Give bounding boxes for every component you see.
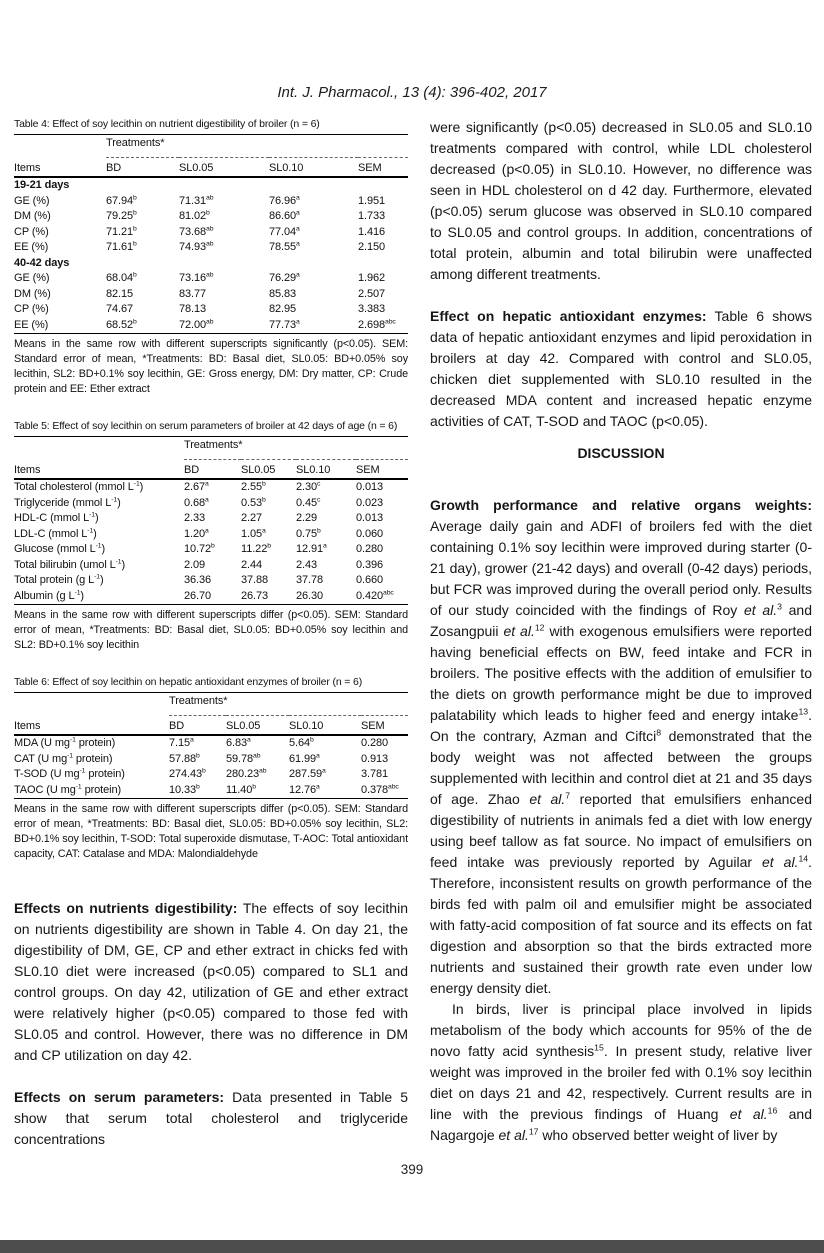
table-cell: 0.013 [356,481,384,493]
table-cell: 7.15$^a$ [169,736,194,749]
journal-header: Int. J. Pharmacol., 13 (4): 396-402, 2017 [277,84,547,101]
table-cell: 287.59$^a$ [289,767,326,780]
bottom-bar [0,1240,824,1253]
table-cell: T-SOD (U $mg^{-1}$ protein) [14,767,125,780]
column-header: BD [106,158,179,178]
table-cell: 61.99$^a$ [289,751,320,765]
column-header: SL0.10 [296,460,356,480]
table-row [14,573,408,589]
table-cell: 0.53$^b$ [241,495,266,509]
table-cell: 0.013 [356,512,384,524]
table-row [14,479,408,496]
table-cell: HDL-C (mmol $L^{-1}$) [14,511,99,524]
column-header-row [14,460,408,480]
table5-footnote: Means in the same row with different superscripts differ (p<0.05). SEM: Standard error of mean, *Treatments: BD: Basal diet, SL0.05: BD+0.05% soy lecithin and SL2: BD+0.1% soy lecithin [14,609,408,651]
table4-footnote: Means in the same row with different superscripts significantly (p<0.05). SEM: Standard error of mean, *Treatments: BD: Basal diet, SL0.05: BD+0.05% soy lecithin, SL2: BD+0.1% soy lecithin, GE: Gross energy, DM: Dry matter, CP: Crude protein and EE: Ether extract [14,338,408,395]
table-cell: 73.16$^{ab}$ [179,271,214,284]
page-number: 399 [400,1162,424,1177]
table-cell: 2.27 [241,512,263,524]
table6 [14,692,408,799]
table-cell: 2.150 [358,241,386,253]
table-cell: 1.962 [358,272,386,284]
column-header: Items [14,716,169,736]
table-cell: MDA (U $mg^{-1}$ protein) [14,736,116,749]
table-row [14,302,408,318]
table-cell: 72.00$^{ab}$ [179,317,214,331]
table-cell: 36.36 [184,574,212,586]
table-cell: 0.280 [361,737,389,749]
table-cell: GE (%) [14,272,50,284]
table-cell: 76.96$^a$ [269,193,300,207]
table-cell: 12.76$^a$ [289,782,320,796]
table-row [14,735,408,752]
left-column [14,117,408,1150]
table-cell: 73.68$^{ab}$ [179,224,214,238]
table-cell: 81.02$^b$ [179,209,210,222]
table-cell: 0.913 [361,752,389,765]
table-cell: 6.83$^a$ [226,736,251,749]
table-cell: 83.77 [179,287,207,300]
table4-block [14,117,408,397]
table-cell: 2.44 [241,558,263,571]
table-cell: 71.21$^b$ [106,224,137,238]
column-header: SEM [358,158,408,178]
table-cell: 2.33 [184,512,206,524]
table-cell: CP (%) [14,225,49,238]
table-cell: 2.55$^b$ [241,480,266,493]
table-cell: 71.31$^{ab}$ [179,193,214,207]
table5-block [14,419,408,653]
table-cell: 10.33$^b$ [169,782,200,796]
column-header: SL0.10 [269,158,358,178]
table-cell: 1.20$^a$ [184,526,209,540]
section-label: 19-21 days [14,179,70,191]
table-cell: 5.64$^b$ [289,736,314,749]
table-cell: 2.507 [358,287,386,300]
table-cell: Glucose (mmol $L^{-1}$) [14,542,106,555]
table-cell: 274.43$^b$ [169,767,206,780]
table-cell: 12.91$^a$ [296,542,327,555]
table-cell: EE (%) [14,241,49,253]
table-cell: 0.280 [356,543,384,555]
table-cell: 3.383 [358,303,386,315]
table-cell: 26.73 [241,589,269,602]
section-row [14,256,408,272]
table-cell: 2.43 [296,558,318,571]
table-row [14,767,408,783]
table-cell: 2.30$^c$ [296,480,321,493]
table-cell: 57.88$^b$ [169,751,200,765]
table-cell: 280.23$^{ab}$ [226,767,267,780]
table-cell: DM (%) [14,210,51,222]
table-cell: 77.73$^a$ [269,317,300,331]
table-cell: 67.94$^b$ [106,193,137,207]
column-header: SEM [361,716,408,736]
table-cell: 59.78$^{ab}$ [226,751,261,765]
table-cell: 0.68$^a$ [184,495,209,509]
table-cell: 1.05$^a$ [241,526,266,540]
table5 [14,436,408,605]
table-cell: 26.30 [296,589,324,602]
section-label: 40-42 days [14,256,70,269]
table-cell: 82.95 [269,303,297,315]
table-row [14,240,408,256]
table-cell: 78.13 [179,303,207,315]
table-row [14,752,408,768]
table-cell: 2.698$^{abc}$ [358,317,396,331]
table-cell: 79.25$^b$ [106,209,137,222]
table-cell: 0.023 [356,496,384,509]
table-cell: 11.40$^b$ [226,782,256,796]
table-cell: 0.75$^b$ [296,526,321,540]
paragraph-growth-performance: Growth performance and relative organs weights: Average daily gain and ADFI of broilers fed with the diet containing 0.1% soy lecithin were improved during starter (0-21 day), grower (21-42 days) and overall (0-42 days) periods, but FCR was improved during the overall period only. Results of our study coincided with the findings of Roy et al.$^3$ and Zosangpuii et al.$^{12}$ with exogenous emulsifiers were reported having beneficial effects on BW, feed intake and FCR in broilers. The positive effects with the addition of emulsifier to the diets on growth performance might be due to improved palatability which leads to higher feed and energy intake$^{13}$. On the contrary, Azman and Ciftci$^8$ demonstrated that the body weight was not affected between the groups supplemented with lecithin and control diet at 21 and 35 days of age. Zhao et al.$^7$ reported that emulsifiers enhanced digestibility of nutrients in animals fed a diet with low energy using beef tallow as fat source. No impact of emulsifiers on feed intake was previously reported by Aguilar et al.$^{14}$. Therefore, inconsistent results on growth performance of the birds fed with palm oil and emulsifier might be associated with fatty-acid composition of fat source and its effects on fat digestion and absorption so that the birds extracted more nutrients and sustained their growth rate even under low energy density diet. [430,497,812,996]
table-cell: Triglyceride (mmol $L^{-1}$) [14,495,121,509]
table-cell: 2.09 [184,558,206,571]
table-row [14,318,408,334]
table-row [14,194,408,210]
table-cell: 2.29 [296,512,318,524]
table-cell: 68.04$^b$ [106,271,137,284]
column-header: BD [184,460,241,480]
table4 [14,134,408,334]
table-cell: 11.22$^b$ [241,542,271,555]
table-cell: 85.83 [269,287,297,300]
table-cell: 0.45$^c$ [296,495,321,509]
treatments-row [14,135,408,158]
column-header: SEM [356,460,408,480]
table-cell: Total bilirubin (umol $L^{-1}$) [14,557,126,571]
column-header-row [14,158,408,178]
table-cell: CAT (U $mg^{-1}$ protein) [14,751,113,765]
table-cell: 71.61$^b$ [106,240,137,253]
discussion-heading: DISCUSSION [577,445,665,461]
column-header: BD [169,716,226,736]
table-cell: 82.15 [106,287,134,300]
table-cell: 76.29$^a$ [269,271,300,284]
table-cell: 0.420$^{abc}$ [356,588,394,602]
table-cell: 26.70 [184,589,212,602]
section-row [14,177,408,194]
table-row [14,783,408,799]
table-cell: 3.781 [361,768,389,780]
treatments-row [14,437,408,460]
table-cell: Total protein (g $L^{-1}$) [14,573,104,586]
paragraph-liver-metabolism: In birds, liver is principal place involved in lipids metabolism of the body which accounts for 95% of the de novo fatty acid synthesis$^{15}$. In present study, relative liver weight was improved in the broiler fed with 0.1% soy lecithin diet on days 21 and 42, respectively. Current results are in line with the previous findings of Huang et al.$^{16}$ and Nagargoje et al.$^{17}$ who observed better weight of liver by [430,1001,813,1143]
table-cell: CP (%) [14,303,49,315]
table-cell: EE (%) [14,318,49,331]
table-row [14,271,408,287]
table-cell: LDL-C (mmol $L^{-1}$) [14,526,97,540]
column-header: Items [14,460,184,480]
table-cell: Total cholesterol (mmol $L^{-1}$) [14,480,144,493]
paragraph-serum-continuation: were significantly (p<0.05) decreased in SL0.05 and SL0.10 treatments compared with control, while LDL cholesterol decreased (p<0.05) in SL0.10. However, no difference was seen in HDL cholesterol on d 42 day. Furthermore, elevated (p<0.05) serum glucose was observed in SL0.10 compared to SL0.05 and control groups. In addition, concentrations of total protein, albumin and total bilirubin were unaffected among different treatments. [430,119,812,282]
table5-caption: Table 5: Effect of soy lecithin on serum parameters of broiler at 42 days of age (n = 6) [14,420,398,432]
table-row [14,527,408,543]
table-cell: 78.55$^a$ [269,240,300,253]
page-content [0,101,824,1150]
treatments-label: Treatments* [169,693,408,716]
table-cell: GE (%) [14,194,50,207]
table-cell: 1.733 [358,210,386,222]
column-header: Items [14,158,106,178]
table-row [14,287,408,303]
treatments-label: Treatments* [106,135,408,158]
table-cell: 1.951 [358,194,386,207]
table-cell: 37.78 [296,574,324,586]
column-header: SL0.10 [289,716,361,736]
table-row [14,225,408,241]
table4-caption: Table 4: Effect of soy lecithin on nutrient digestibility of broiler (n = 6) [14,118,320,130]
paragraph-hepatic-enzymes: Effect on hepatic antioxidant enzymes: Table 6 shows data of hepatic antioxidant enzymes and lipid peroxidation in broilers at day 42. Compared with control and SL0.05, chicken diet supplemented with SL0.10 resulted in the decreased MDA content and increased hepatic enzyme activities of CAT, T-SOD and TAOC (p<0.05). [430,308,812,429]
table6-footnote: Means in the same row with different superscripts differ (p<0.05). SEM: Standard error of mean, *Treatments: BD: Basal diet, SL0.05: BD+0.05% soy lecithin, SL2: BD+0.1% soy lecithin, T-SOD: Total superoxide dismutase, T-AOC: Total antioxidant capacity, CAT: Catalase and MDA: Malondialdehyde [14,803,408,860]
table-cell: 10.72$^b$ [184,542,215,555]
table-cell: 0.396 [356,558,384,571]
column-header-row [14,716,408,736]
paragraph-serum-parameters: Effects on serum parameters: Data presented in Table 5 show that serum total cholesterol and triglyceride concentrations [14,1089,408,1147]
paragraph-nutrients-digestibility: Effects on nutrients digestibility: The effects of soy lecithin on nutrients digestibility are shown in Table 4. On day 21, the digestibility of DM, GE, CP and ether extract in chicks fed with SL0.10 diet were increased (p<0.05) compared to SL1 and control groups. On day 42, utilization of GE and ether extract were relatively higher (p<0.05) compared to those fed with SL0.05 and control. However, there was no difference in DM and CP utilization on day 42. [14,900,408,1063]
table-cell: 86.60$^a$ [269,209,300,222]
table-cell: TAOC (U $mg^{-1}$ protein) [14,782,122,796]
table-cell: 77.04$^a$ [269,224,300,238]
right-column [430,117,812,1146]
table-cell: 1.416 [358,225,386,238]
table-cell: 37.88 [241,574,269,586]
table-row [14,558,408,574]
column-header: SL0.05 [241,460,296,480]
table-cell: 2.67$^a$ [184,480,209,493]
table-cell: DM (%) [14,287,51,300]
column-header: SL0.05 [226,716,289,736]
table-row [14,496,408,512]
table-cell: 0.378$^{abc}$ [361,782,399,796]
table-row [14,511,408,527]
table-cell: 74.67 [106,303,134,315]
treatments-label: Treatments* [184,437,408,460]
column-header: SL0.05 [179,158,269,178]
table-row [14,209,408,225]
table-cell: 0.060 [356,527,384,540]
table-cell: 74.93$^{ab}$ [179,240,214,253]
table-cell: Albumin (g $L^{-1}$) [14,588,84,602]
table-cell: 0.660 [356,574,384,586]
table6-caption: Table 6: Effect of soy lecithin on hepatic antioxidant enzymes of broiler (n = 6) [14,676,363,688]
table-cell: 68.52$^b$ [106,317,137,331]
treatments-row [14,693,408,716]
table6-block [14,675,408,862]
table-row [14,589,408,605]
table-row [14,542,408,558]
